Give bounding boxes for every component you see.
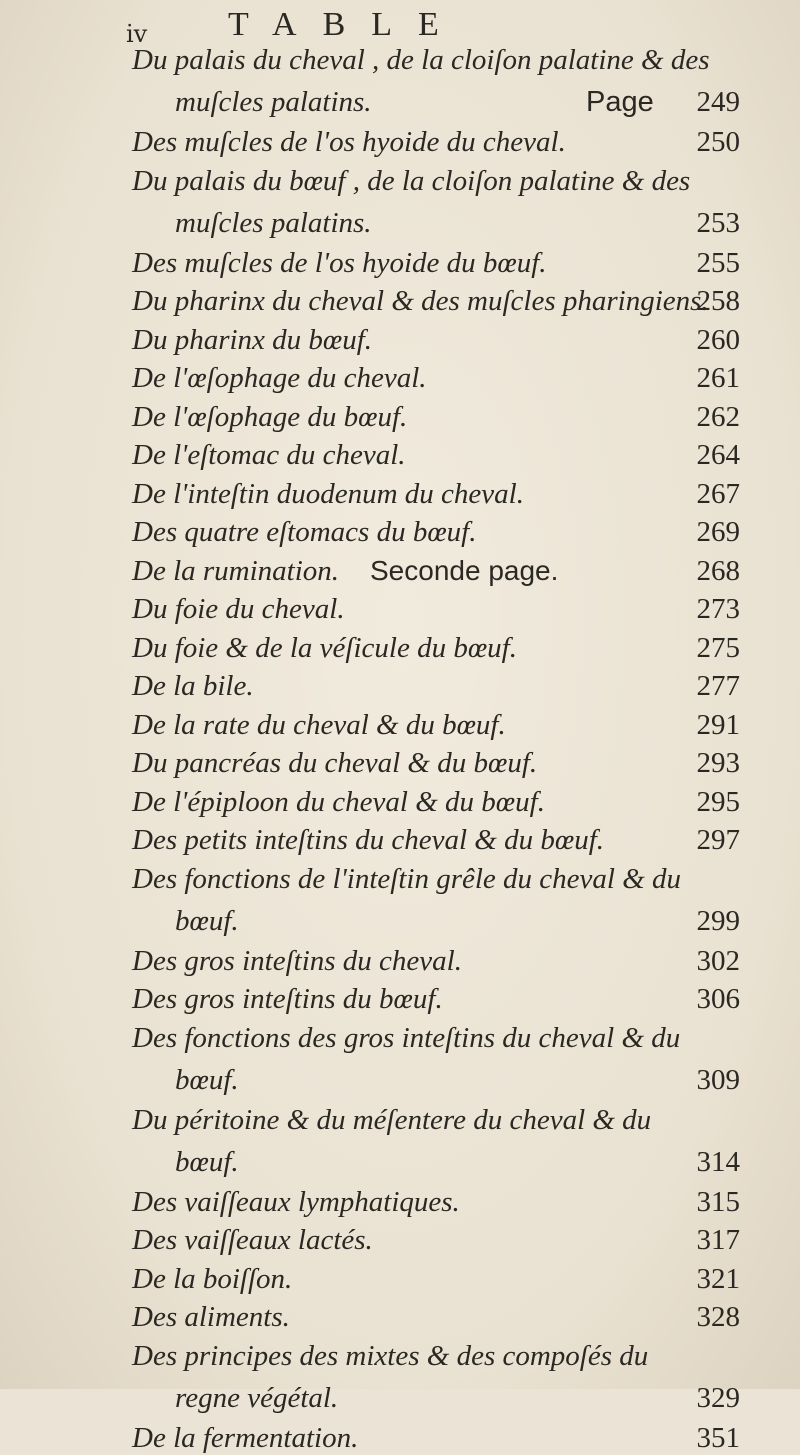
- toc-page-number: 260: [696, 323, 740, 356]
- toc-page-number: 267: [696, 477, 740, 510]
- toc-entry-title: Du palais du bœuf , de la cloiſon palatine & des: [132, 164, 691, 197]
- toc-page-number: 269: [696, 516, 740, 548]
- toc-entry-title: Des muſcles de l'os hyoide du bœuf.: [132, 246, 547, 279]
- toc-page-number: 351: [696, 1421, 740, 1454]
- toc-page-number: 299: [696, 904, 740, 937]
- toc-entry-title: Des gros inteſtins du cheval.: [132, 944, 462, 977]
- toc-entry-title: De l'œſophage du cheval.: [132, 362, 427, 394]
- toc-page-number: 295: [696, 785, 740, 818]
- toc-page-number: 314: [696, 1145, 740, 1178]
- toc-page-number: 273: [696, 593, 740, 625]
- toc-entry-title-continued: muſcles palatins.: [175, 86, 372, 118]
- toc-entry-title: Du pharinx du bœuf.: [132, 323, 373, 356]
- toc-page-number: 261: [696, 362, 740, 394]
- toc-page-number: 264: [696, 439, 740, 471]
- page-label: Page: [586, 86, 654, 118]
- toc-entry-title-continued: muſcles palatins.: [175, 206, 372, 239]
- toc-entry-title: Du pharinx du cheval & des muſcles pharingiens.: [132, 285, 709, 317]
- toc-page-number: 255: [696, 246, 740, 279]
- toc-entry-title: De l'œſophage du bœuf.: [132, 400, 408, 433]
- toc-page-number: 328: [696, 1301, 740, 1333]
- toc-page-number: 315: [696, 1185, 740, 1218]
- toc-page-number: 306: [696, 983, 740, 1015]
- toc-page-number: 321: [696, 1262, 740, 1295]
- toc-page-number: 291: [696, 708, 740, 741]
- toc-entry-title: Du foie du cheval.: [132, 593, 345, 625]
- toc-entry-title: De la rumination.: [132, 554, 340, 587]
- page-title: TABLE: [228, 6, 465, 43]
- toc-entry-title: De la bile.: [132, 670, 254, 702]
- toc-entry-title: Des petits inteſtins du cheval & du bœuf.: [132, 824, 605, 856]
- toc-entry-title: De la rate du cheval & du bœuf.: [132, 708, 506, 741]
- toc-entry-title: De la boiſſon.: [132, 1262, 293, 1295]
- toc-entry-title: Des quatre eſtomacs du bœuf.: [132, 516, 477, 548]
- toc-entry-title: De l'inteſtin duodenum du cheval.: [132, 477, 524, 510]
- toc-entry-title: De la fermentation.: [132, 1421, 359, 1454]
- toc-entry-title: De l'épiploon du cheval & du bœuf.: [132, 785, 545, 818]
- toc-entry-title: Du pancréas du cheval & du bœuf.: [132, 747, 538, 779]
- toc-entry-title: Des principes des mixtes & des compoſés du: [132, 1339, 649, 1372]
- toc-entry-title: Des fonctions des gros inteſtins du cheval & du: [132, 1021, 681, 1054]
- toc-page-number: 250: [696, 126, 740, 158]
- toc-entry-title: Du foie & de la véſicule du bœuf.: [132, 631, 517, 664]
- toc-page-number: 249: [696, 86, 740, 118]
- toc-page-number: 268: [696, 554, 740, 587]
- toc-entry-title: Des muſcles de l'os hyoide du cheval.: [132, 126, 566, 158]
- toc-page-number: 275: [696, 631, 740, 664]
- toc-page-number: 317: [696, 1224, 740, 1256]
- toc-page-number: 293: [696, 747, 740, 779]
- folio: iv: [126, 20, 148, 48]
- toc-entry-title-continued: bœuf.: [175, 1063, 239, 1096]
- toc-entry-title-continued: bœuf.: [175, 1145, 239, 1178]
- toc-page-number: 329: [696, 1381, 740, 1414]
- toc-entry-title-continued: regne végétal.: [175, 1381, 339, 1414]
- toc-page-number: 297: [696, 824, 740, 856]
- toc-page-number: 309: [696, 1063, 740, 1096]
- toc-entry-title: Des vaiſſeaux lactés.: [132, 1224, 373, 1256]
- toc-page-number: 262: [696, 400, 740, 433]
- toc-entry-title: Des vaiſſeaux lymphatiques.: [132, 1185, 460, 1218]
- toc-entry-title-continued: bœuf.: [175, 904, 239, 937]
- toc-page-number: 253: [696, 206, 740, 239]
- toc-entry-title: Des aliments.: [132, 1301, 290, 1333]
- seconde-page-note: Seconde page.: [370, 554, 559, 586]
- toc-entry-title: De l'eſtomac du cheval.: [132, 439, 406, 471]
- toc-page-number: 258: [696, 285, 740, 317]
- toc-page-number: 302: [696, 944, 740, 977]
- toc-entry-title: Du palais du cheval , de la cloiſon palatine & des: [132, 44, 710, 76]
- toc-entry-title: Des gros inteſtins du bœuf.: [132, 983, 443, 1015]
- toc-page-number: 277: [696, 670, 740, 702]
- toc-entry-title: Du péritoine & du méſentere du cheval & du: [132, 1103, 652, 1136]
- toc-entry-title: Des fonctions de l'inteſtin grêle du cheval & du: [132, 862, 682, 895]
